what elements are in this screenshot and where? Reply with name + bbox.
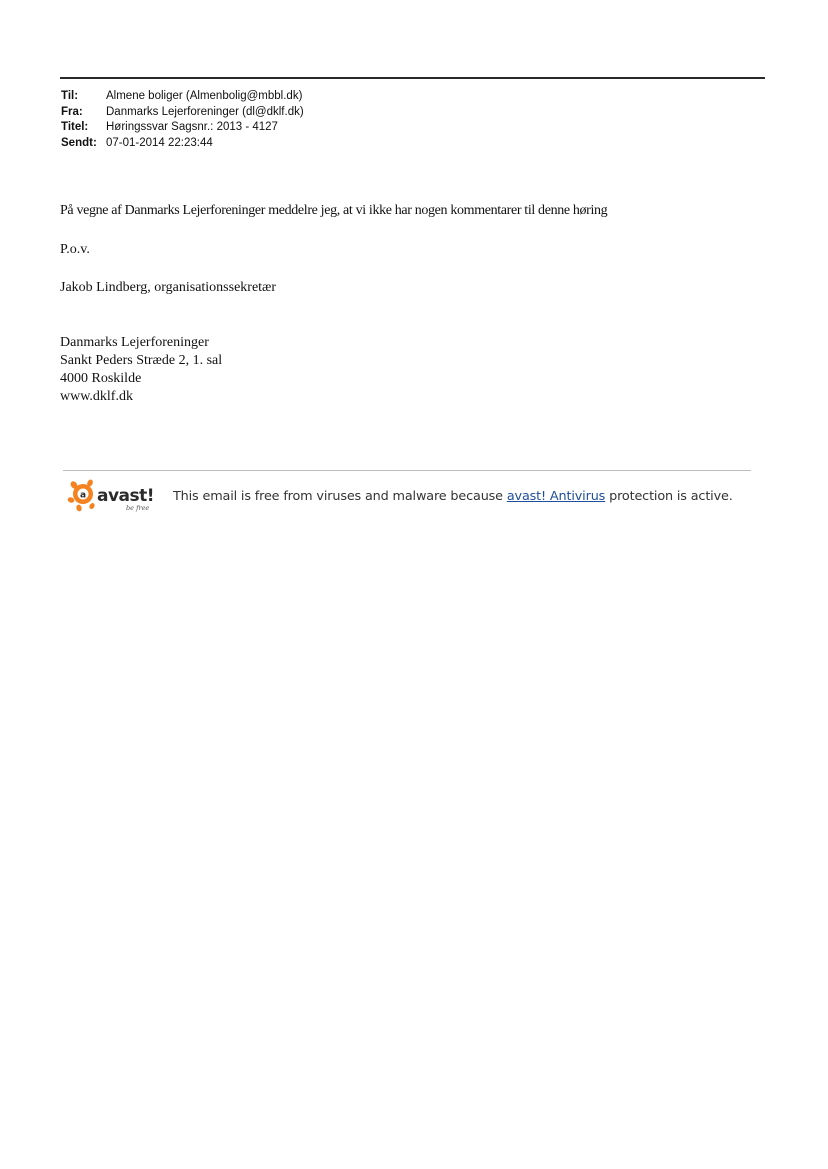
avast-notice-text-start: This email is free from viruses and malware because bbox=[173, 489, 507, 504]
address-block bbox=[60, 334, 222, 406]
signature-line: Jakob Lindberg, organisationssekretær bbox=[60, 280, 277, 295]
header-value-to: Almene boliger (Almenbolig@mbbl.dk) bbox=[106, 90, 303, 102]
header-label-subject: Titel: bbox=[61, 121, 89, 133]
header-divider bbox=[60, 77, 765, 79]
header-row-from bbox=[61, 105, 304, 121]
avast-antivirus-link[interactable]: avast! Antivirus bbox=[506, 489, 606, 504]
header-label-to: Til: bbox=[61, 90, 79, 102]
avast-notice bbox=[173, 489, 733, 504]
header-value-subject: Høringssvar Sagsnr.: 2013 - 4127 bbox=[106, 121, 278, 133]
closing-text: P.o.v. bbox=[60, 242, 90, 257]
address-web: www.dklf.dk bbox=[60, 389, 133, 404]
svg-text:a: a bbox=[79, 490, 87, 501]
header-row-subject bbox=[61, 120, 304, 136]
header-value-from: Danmarks Lejerforeninger (dl@dklf.dk) bbox=[106, 105, 304, 118]
address-org: Danmarks Lejerforeninger bbox=[60, 335, 209, 350]
avast-logo-icon bbox=[66, 479, 162, 513]
body-paragraph: På vegne af Danmarks Lejerforeninger meddelre jeg, at vi ikke har nogen kommentarer til denne høring bbox=[60, 203, 608, 218]
avast-divider bbox=[63, 470, 751, 471]
header-row-sent bbox=[61, 136, 304, 152]
header-label-from: Fra: bbox=[61, 105, 83, 118]
avast-logo-wordmark: avast! bbox=[97, 486, 155, 506]
avast-notice-text-end: protection is active. bbox=[605, 489, 733, 504]
header-label-sent: Sendt: bbox=[61, 136, 97, 149]
email-header-block bbox=[61, 89, 304, 151]
address-street: Sankt Peders Stræde 2, 1. sal bbox=[60, 353, 223, 368]
header-row-to bbox=[61, 89, 304, 105]
avast-logo-tagline: be free bbox=[126, 504, 150, 512]
header-value-sent: 07-01-2014 22:23:44 bbox=[106, 136, 213, 149]
address-city: 4000 Roskilde bbox=[60, 371, 142, 386]
